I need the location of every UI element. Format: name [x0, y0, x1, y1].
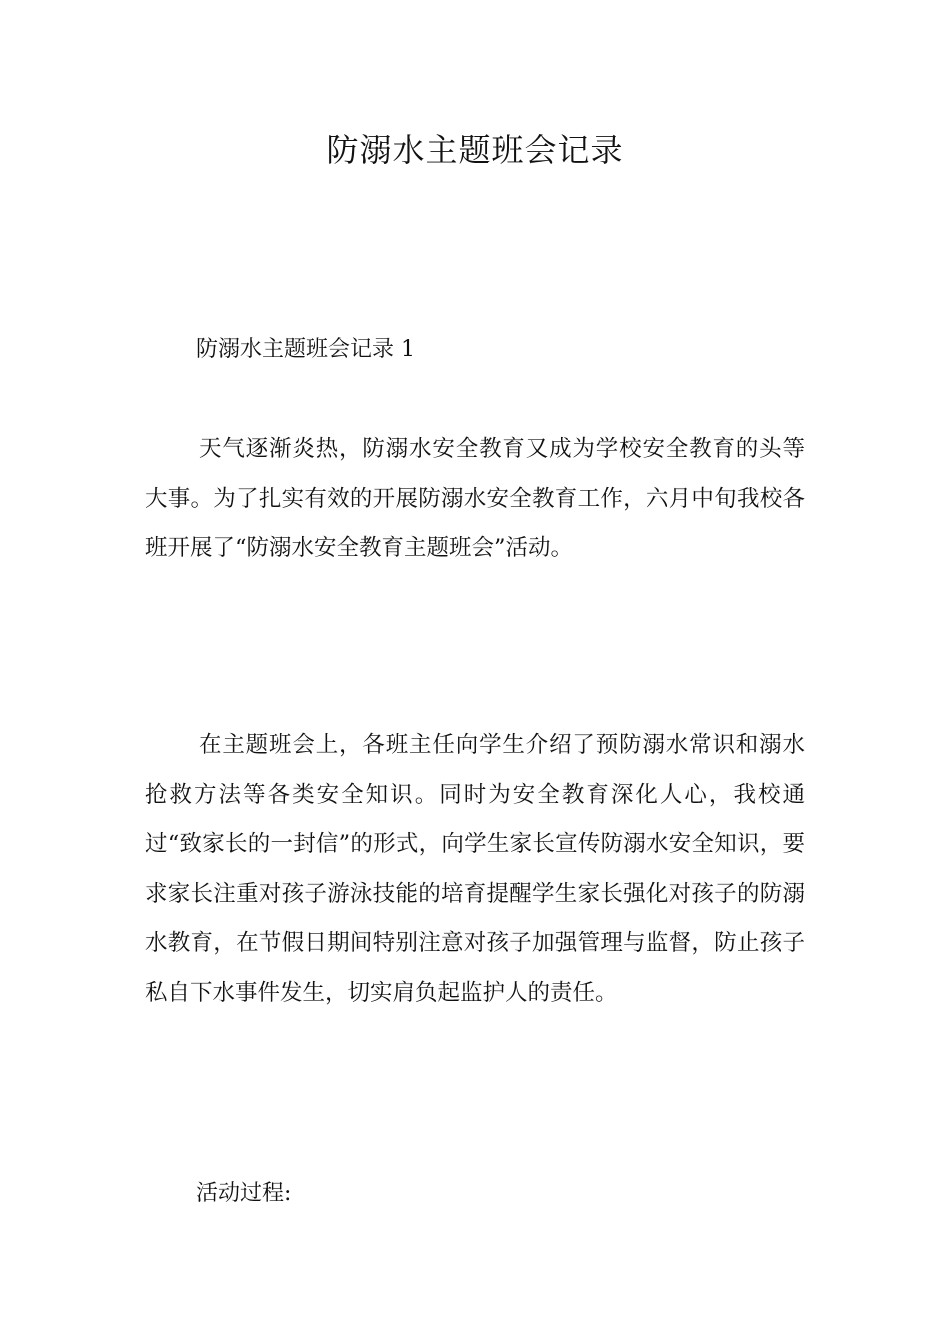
section-title: 防溺水主题班会记录 1: [196, 337, 415, 362]
paragraph: 天气逐渐炎热，防溺水安全教育又成为学校安全教育的头等大事。为了扎实有效的开展防溺水安全教育工作，六月中旬我校各班开展了“防溺水安全教育主题班会”活动。: [145, 436, 805, 561]
document-title: 防溺水主题班会记录: [326, 131, 624, 169]
paragraph: 在主题班会上，各班主任向学生介绍了预防溺水常识和溺水抢救方法等各类安全知识。同时为安全教育深化人心，我校通过“致家长的一封信”的形式，向学生家长宣传防溺水安全知识，要求家长注重对孩子游泳技能的培育提醒学生家长强化对孩子的防溺水教育，在节假日期间特别注意对孩子加强管理与监督，防止孩子私自下水事件发生，切实肩负起监护人的责任。: [145, 732, 805, 1006]
activity-process-label: 活动过程:: [196, 1181, 292, 1206]
